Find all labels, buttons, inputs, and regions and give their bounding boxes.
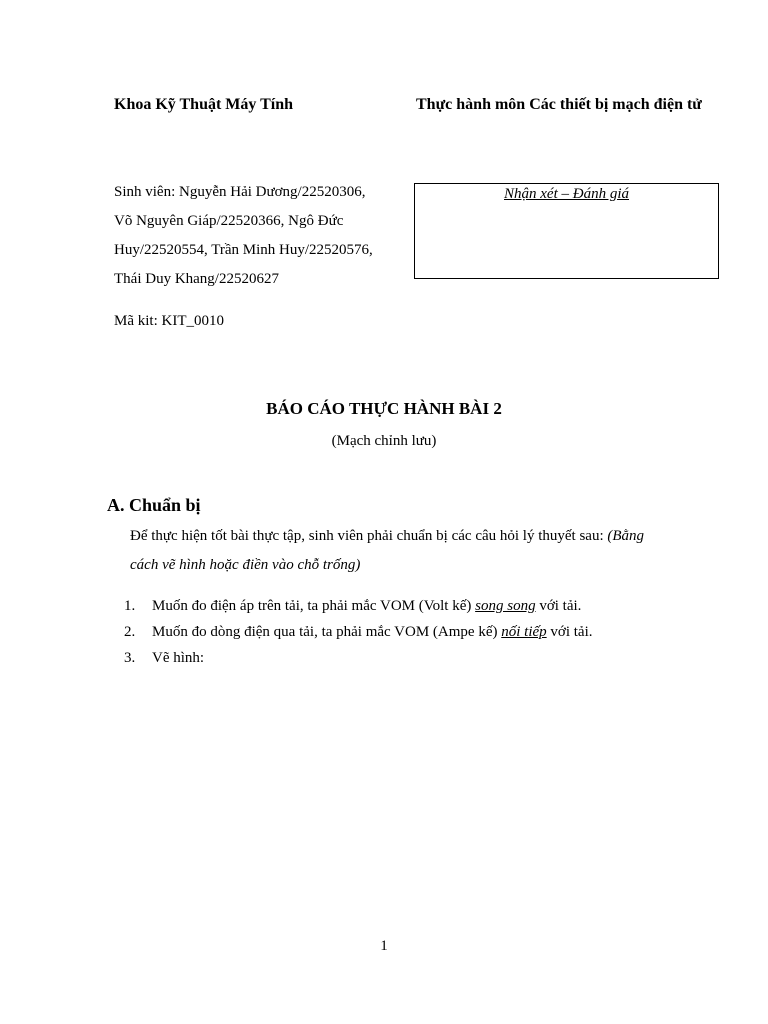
evaluation-box [414, 183, 719, 279]
report-title: BÁO CÁO THỰC HÀNH BÀI 2 [266, 399, 502, 418]
question-text: Vẽ hình: [152, 650, 205, 666]
section-a-intro-line-2: cách vẽ hình hoặc điền vào chỗ trống) [130, 557, 361, 573]
course-name: Thực hành môn Các thiết bị mạch điện tử [416, 96, 702, 113]
students-line-1: Sinh viên: Nguyễn Hải Dương/22520306, [114, 184, 366, 200]
faculty-name: Khoa Kỹ Thuật Máy Tính [114, 96, 294, 113]
question-suffix: với tải. [546, 624, 593, 640]
page-number: 1 [380, 938, 388, 954]
students-line-3: Huy/22520554, Trần Minh Huy/22520576, [114, 242, 373, 258]
question-suffix: với tải. [535, 598, 582, 614]
kit-code: Mã kit: KIT_0010 [114, 313, 224, 329]
intro-italic-text: (Bằng [607, 528, 645, 544]
list-item-text [152, 624, 593, 641]
section-a-intro-line-1 [130, 528, 644, 545]
list-item-number: 2. [124, 624, 136, 640]
list-item-text [152, 650, 204, 667]
answer-text: nối tiếp [501, 624, 547, 640]
evaluation-title: Nhận xét – Đánh giá [504, 186, 629, 202]
question-text: Muốn đo dòng điện qua tải, ta phải mắc VOM (Ampe kế) [152, 624, 502, 640]
question-text: Muốn đo điện áp trên tải, ta phải mắc VOM (Volt kế) [152, 598, 476, 614]
section-a-heading: A. Chuẩn bị [107, 495, 201, 515]
intro-plain-text: Để thực hiện tốt bài thực tập, sinh viên phải chuẩn bị các câu hỏi lý thuyết sau: [130, 528, 608, 544]
students-line-4: Thái Duy Khang/22520627 [114, 271, 279, 287]
list-item-number: 3. [124, 650, 136, 666]
list-item-text [152, 598, 581, 615]
answer-text: song song [475, 598, 536, 614]
report-subtitle: (Mạch chỉnh lưu) [331, 433, 437, 449]
list-item-number: 1. [124, 598, 136, 614]
students-line-2: Võ Nguyên Giáp/22520366, Ngô Đức [114, 213, 344, 229]
